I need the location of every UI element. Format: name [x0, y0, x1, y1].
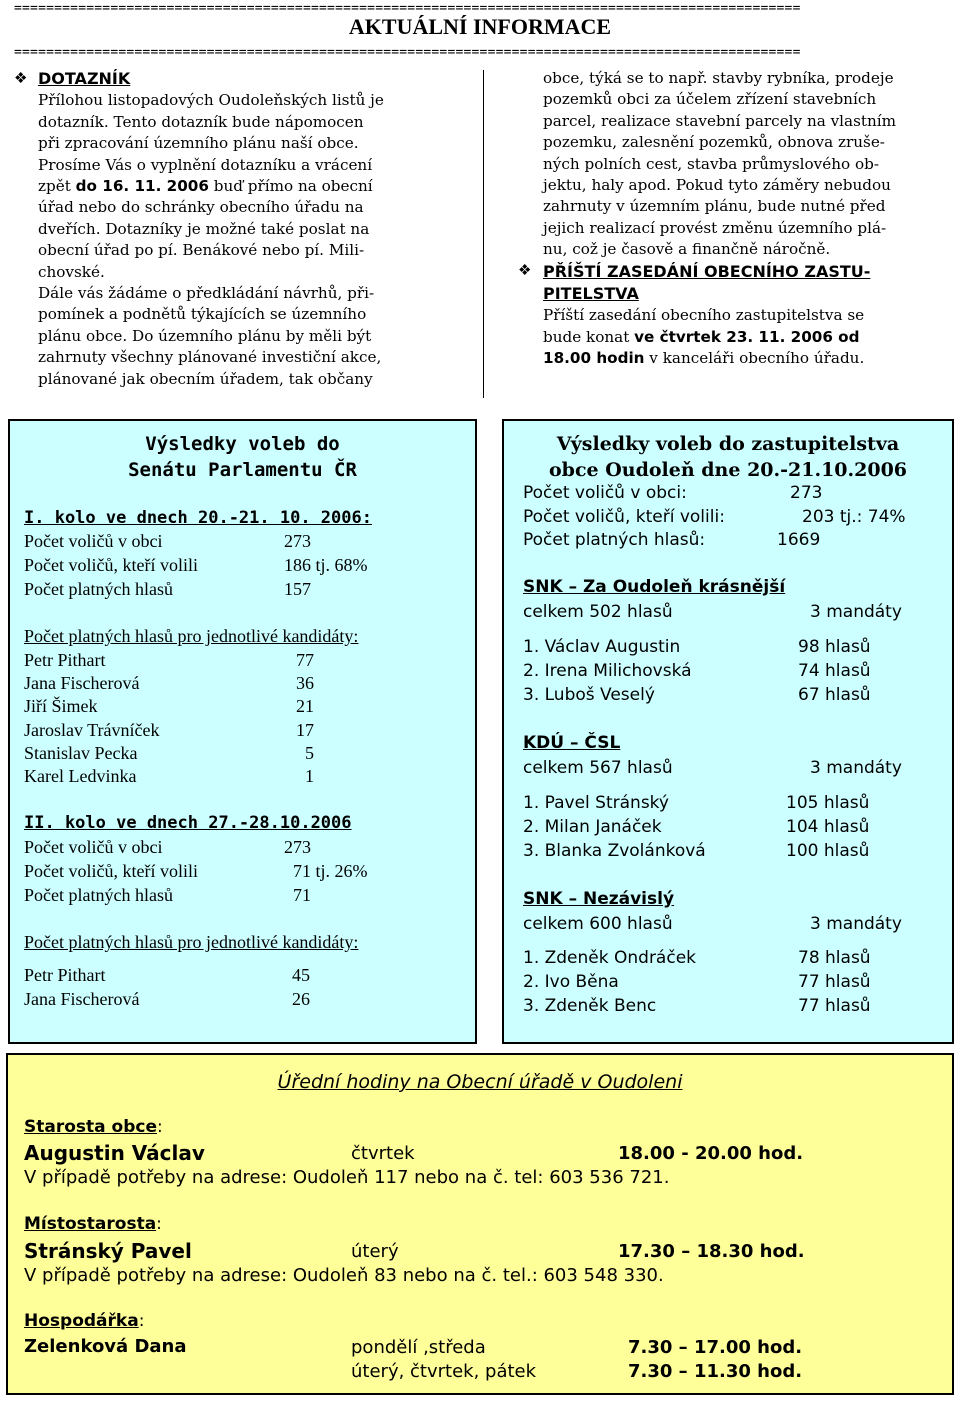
stat-label: Počet platných hlasů	[24, 579, 173, 599]
text: bude konat	[543, 327, 635, 346]
dotaznik-line: Přílohou listopadových Oudoleňských listů je	[38, 91, 384, 110]
candidate-name: 2. Milan Janáček	[523, 817, 662, 837]
stat-label: Počet voličů v obci	[24, 837, 163, 857]
senate-title	[10, 431, 475, 483]
candidate-name: Karel Ledvinka	[24, 766, 137, 786]
municipal-title-line1: Výsledky voleb do zastupitelstva	[556, 433, 900, 455]
zasedani-heading-cont: PITELSTVA	[543, 284, 639, 304]
candidate-name: Jiří Šimek	[24, 696, 98, 716]
candidate-votes: 77 hlasů	[798, 972, 871, 992]
deadline-date: do 16. 11. 2006	[75, 177, 209, 196]
text: buď přímo na obecní	[208, 177, 373, 196]
candidate-name: 2. Ivo Běna	[523, 972, 619, 992]
dotaznik-line: Prosíme Vás o vyplnění dotazníku a vrácení	[38, 155, 373, 174]
candidate-votes: 104 hlasů	[786, 817, 870, 837]
stat-value: 1669	[777, 530, 821, 550]
dotaznik-line: plánu obce. Do územního plánu by měli být	[38, 326, 372, 345]
candidate-name: 3. Zdeněk Benc	[523, 996, 657, 1016]
candidate-name: Stanislav Pecka	[24, 743, 138, 763]
zasedani-line: Příští zasedání obecního zastupitelstva se	[543, 306, 865, 325]
text: zpět	[38, 177, 76, 196]
office-hours-title: Úřední hodiny na Obecní úřadě v Oudoleni	[277, 1071, 683, 1093]
stat-label: Počet voličů v obci:	[523, 483, 687, 503]
office-hours: 17.30 – 18.30 hod.	[618, 1241, 805, 1262]
candidate-name: 1. Zdeněk Ondráček	[523, 948, 697, 968]
party-name: KDÚ – ČSL	[523, 733, 621, 753]
zasedani-line	[543, 327, 956, 348]
candidate-votes: 1	[305, 766, 314, 786]
senate-results-box	[8, 419, 477, 1044]
stat-label: Počet voličů, kteří volili	[24, 861, 198, 881]
party-name: SNK – Nezávislý	[523, 889, 675, 909]
role-label	[24, 1311, 144, 1331]
senate-title-line1: Výsledky voleb do	[145, 433, 340, 455]
dotaznik-line: Dále vás žádáme o předkládání návrhů, při-	[38, 284, 375, 303]
dotaznik-line: plánované jak obecním úřadem, tak občany	[38, 369, 373, 388]
candidate-name: 3. Luboš Veselý	[523, 685, 655, 705]
stat-value: 71	[293, 885, 311, 905]
dotaznik-line: pozemků obci za účelem zřízení stavebních	[543, 90, 877, 109]
party-mandates: 3 mandáty	[810, 914, 902, 934]
office-day: čtvrtek	[351, 1143, 415, 1164]
dotaznik-line: chovské.	[38, 262, 105, 281]
candidate-name: 1. Václav Augustin	[523, 637, 681, 657]
candidate-votes: 5	[305, 743, 314, 763]
stat-value: 273	[284, 531, 311, 551]
candidate-votes: 105 hlasů	[786, 793, 870, 813]
office-hours: 18.00 - 20.00 hod.	[618, 1143, 804, 1164]
diamond-bullet-icon: ❖	[518, 261, 532, 279]
party-total: celkem 600 hlasů	[523, 914, 673, 934]
office-hours: 7.30 – 11.30 hod.	[628, 1361, 803, 1382]
zasedani-heading: PŘÍŠTÍ ZASEDÁNÍ OBECNÍHO ZASTU-	[543, 261, 871, 281]
page-title: AKTUÁLNÍ INFORMACE	[348, 14, 612, 39]
meeting-time: 18.00 hodin	[543, 349, 645, 368]
contact-note: V případě potřeby na adrese: Oudoleň 117 nebo na č. tel: 603 536 721.	[24, 1167, 670, 1188]
text: v kanceláři obecního úřadu.	[644, 349, 865, 368]
candidate-votes: 100 hlasů	[786, 841, 870, 861]
person-name: Augustin Václav	[24, 1141, 205, 1165]
candidates-heading: Počet platných hlasů pro jednotlivé kandidáty:	[24, 932, 359, 952]
candidate-votes: 26	[292, 989, 310, 1009]
party-mandates: 3 mandáty	[810, 602, 902, 622]
stat-label: Počet voličů, kteří volili	[24, 555, 198, 575]
candidate-name: Jaroslav Trávníček	[24, 720, 160, 740]
dotaznik-line: obce, týká se to např. stavby rybníka, prodeje	[543, 69, 894, 87]
candidate-votes: 77 hlasů	[798, 996, 871, 1016]
divider-bottom: ==================================================================================================	[14, 46, 801, 59]
divider-top: ==================================================================================================	[14, 2, 801, 15]
candidate-name: Petr Pithart	[24, 650, 106, 670]
office-day: úterý, čtvrtek, pátek	[351, 1361, 537, 1382]
diamond-bullet-icon: ❖	[14, 69, 28, 87]
party-mandates: 3 mandáty	[810, 758, 902, 778]
dotaznik-line: pomínek a podnětů týkajících se územního	[38, 305, 367, 324]
party-total: celkem 567 hlasů	[523, 758, 673, 778]
person-name: Stránský Pavel	[24, 1239, 192, 1263]
role-name: Místostarosta	[24, 1214, 157, 1234]
stat-value: 71 tj. 26%	[293, 861, 368, 881]
contact-note: V případě potřeby na adrese: Oudoleň 83 nebo na č. tel.: 603 548 330.	[24, 1265, 664, 1286]
candidate-votes: 74 hlasů	[798, 661, 871, 681]
candidates-heading: Počet platných hlasů pro jednotlivé kandidáty:	[24, 626, 359, 646]
dotaznik-line: ných polních cest, stavba průmyslového ob-	[543, 154, 879, 173]
dotaznik-line: dveřích. Dotazníky je možné také poslat na	[38, 219, 370, 238]
dotaznik-continued	[543, 68, 956, 370]
dotaznik-line: zahrnuty všechny plánované investiční akce,	[38, 348, 382, 367]
role-name: Hospodářka	[24, 1311, 139, 1331]
colon: :	[156, 1214, 162, 1234]
municipal-title	[504, 431, 952, 483]
dotaznik-line: parcel, realizace stavební parcely na vlastním	[543, 111, 897, 130]
dotaznik-line: při zpracování územního plánu naší obce.	[38, 134, 359, 153]
candidate-votes: 78 hlasů	[798, 948, 871, 968]
round2-heading: II. kolo ve dnech 27.-28.10.2006	[24, 813, 352, 833]
party-name: SNK – Za Oudoleň krásnější	[523, 577, 786, 597]
stat-value: 273	[284, 837, 311, 857]
stat-value: 157	[284, 579, 311, 599]
candidate-name: Jana Fischerová	[24, 673, 140, 693]
candidate-name: Petr Pithart	[24, 965, 106, 985]
candidate-votes: 45	[292, 965, 310, 985]
office-hours-box	[6, 1053, 954, 1395]
person-name: Zelenková Dana	[24, 1336, 187, 1357]
dotaznik-line: zahrnuty v územním plánu, bude nutné před	[543, 197, 886, 216]
office-hours: 7.30 – 17.00 hod.	[628, 1337, 803, 1358]
dotaznik-line: úřad nebo do schránky obecního úřadu na	[38, 198, 364, 217]
municipal-results-box	[502, 419, 954, 1044]
candidate-name: 3. Blanka Zvolánková	[523, 841, 706, 861]
dotaznik-line: obecní úřad po pí. Benákové nebo pí. Mili-	[38, 241, 365, 260]
municipal-title-line2: obce Oudoleň dne 20.-21.10.2006	[548, 459, 908, 481]
party-total: celkem 502 hlasů	[523, 602, 673, 622]
dotaznik-line: nu, což je časově a finančně náročně.	[543, 240, 831, 259]
candidate-votes: 17	[296, 720, 314, 740]
round1-heading: I. kolo ve dnech 20.-21. 10. 2006:	[24, 508, 372, 528]
dotaznik-deadline-line	[38, 176, 451, 197]
meeting-date: ve čtvrtek 23. 11. 2006 od	[634, 327, 860, 346]
candidate-name: 2. Irena Milichovská	[523, 661, 692, 681]
zasedani-line	[543, 348, 956, 369]
candidate-name: Jana Fischerová	[24, 989, 140, 1009]
column-divider	[483, 70, 484, 398]
candidate-name: 1. Pavel Stránský	[523, 793, 669, 813]
office-day: pondělí ,středa	[351, 1337, 486, 1358]
colon: :	[138, 1311, 145, 1331]
candidate-votes: 98 hlasů	[798, 637, 871, 657]
role-name: Starosta obce	[24, 1117, 157, 1137]
dotaznik-line: jejich realizací provést změnu územního plá-	[543, 218, 887, 237]
dotaznik-line: pozemku, zalesnění pozemků, obnova zruše-	[543, 133, 885, 152]
role-label	[24, 1117, 163, 1137]
dotaznik-line: jektu, haly apod. Pokud tyto záměry nebudou	[543, 176, 891, 195]
stat-value: 186 tj. 68%	[284, 555, 368, 575]
stat-label: Počet platných hlasů	[24, 885, 173, 905]
candidate-votes: 36	[296, 673, 314, 693]
stat-label: Počet voličů v obci	[24, 531, 163, 551]
stat-label: Počet voličů, kteří volili:	[523, 507, 725, 527]
stat-value: 203 tj.: 74%	[802, 507, 906, 527]
candidate-votes: 21	[296, 696, 314, 716]
dotaznik-line: dotazník. Tento dotazník bude nápomocen	[38, 112, 364, 131]
role-label	[24, 1214, 162, 1234]
senate-title-line2: Senátu Parlamentu ČR	[128, 459, 357, 481]
candidate-votes: 67 hlasů	[798, 685, 871, 705]
stat-value: 273	[790, 483, 823, 503]
colon: :	[157, 1117, 163, 1137]
dotaznik-section	[38, 68, 451, 390]
dotaznik-heading: DOTAZNÍK	[38, 69, 131, 88]
office-day: úterý	[351, 1241, 399, 1262]
candidate-votes: 77	[296, 650, 314, 670]
stat-label: Počet platných hlasů:	[523, 530, 706, 550]
